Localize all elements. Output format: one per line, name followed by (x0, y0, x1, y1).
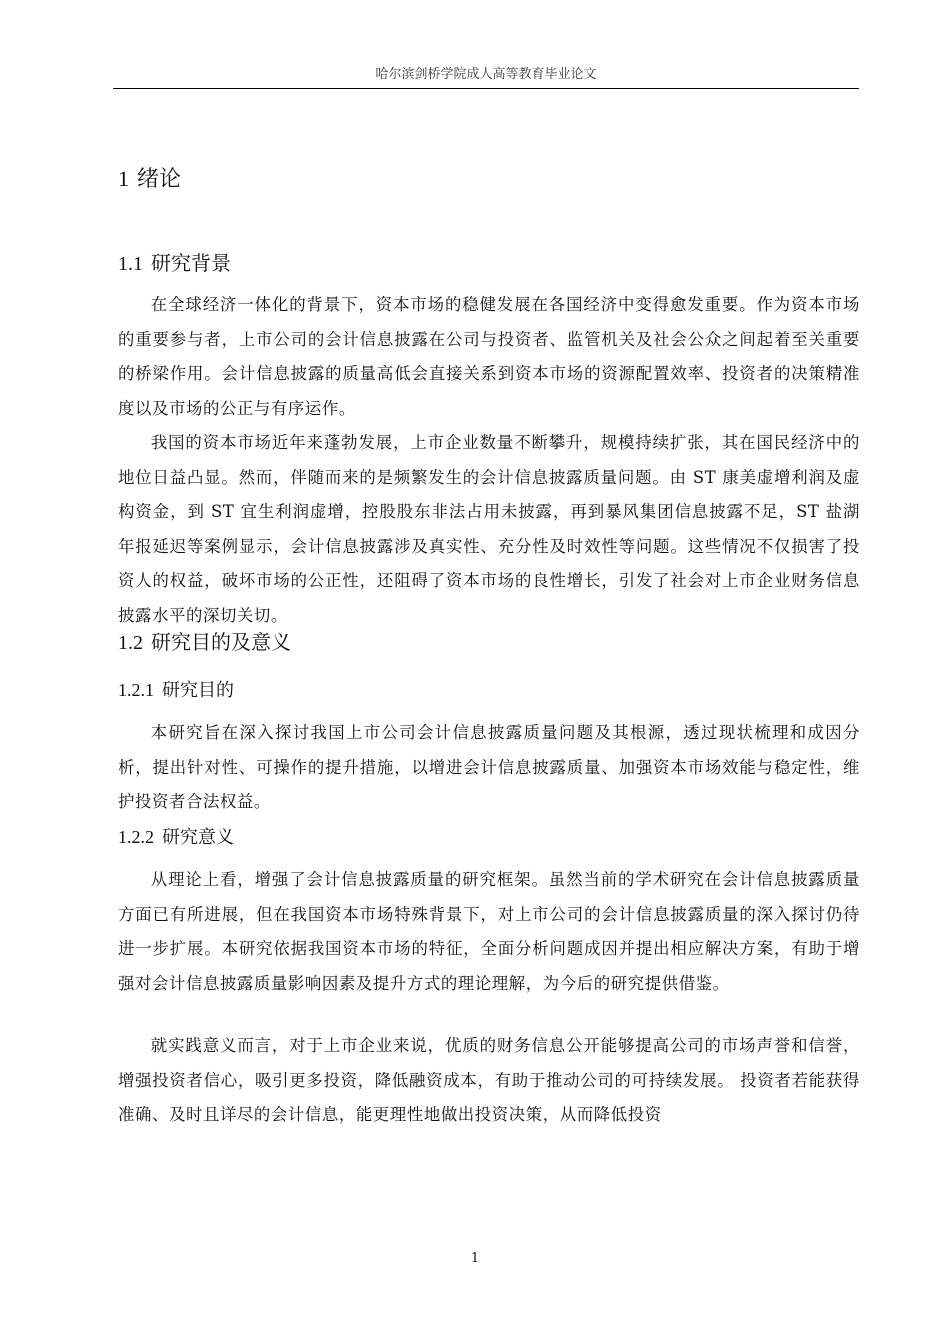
header-title: 哈尔滨剑桥学院成人高等教育毕业论文 (375, 67, 597, 82)
paragraph-significance-2: 就实践意义而言，对于上市企业来说，优质的财务信息公开能够提高公司的市场声誉和信誉，增强投资者信心，吸引更多投资，降低融资成本，有助于推动公司的可持续发展。 投资者若能获得准确、及时且详尽的会计信息，能更理性地做出投资决策，从而降低投资 (118, 1036, 860, 1124)
paragraph-background-2: 我国的资本市场近年来蓬勃发展，上市企业数量不断攀升，规模持续扩张，其在国民经济中的地位日益凸显。然而，伴随而来的是频繁发生的会计信息披露质量问题。由 ST 康美虚增利润及虚构资金，到 ST 宜生利润虚增，控股股东非法占用未披露，再到暴风集团信息披露不足，ST 盐湖年报延迟等案例显示，会计信息披露涉及真实性、充分性及时效性等问题。这些情况不仅损害了投资人的权益，破坏市场的公正性，还阻碍了资本市场的良性增长，引发了社会对上市企业财务信息披露水平的深切关切。 (118, 433, 860, 625)
chapter-heading (118, 163, 181, 196)
section-number: 1.1 (118, 253, 143, 275)
paragraph-background-1: 在全球经济一体化的背景下，资本市场的稳健发展在各国经济中变得愈发重要。作为资本市场的重要参与者，上市公司的会计信息披露在公司与投资者、监管机关及社会公众之间起着至关重要的桥梁作用。会计信息披露的质量高低会直接关系到资本市场的资源配置效率、投资者的决策精准度以及市场的公正与有序运作。 (118, 295, 860, 418)
section-title: 研究背景 (151, 251, 231, 275)
subsection-title: 研究意义 (162, 827, 234, 848)
page-number: 1 (470, 1251, 480, 1266)
subsection-heading-significance (118, 823, 234, 852)
subsection-number: 1.2.1 (118, 680, 154, 700)
section-heading-purpose-significance (118, 627, 291, 658)
chapter-number: 1 (118, 166, 129, 191)
subsection-title: 研究目的 (162, 680, 234, 701)
page-header (113, 64, 859, 89)
section-heading-research-background (118, 248, 231, 279)
subsection-heading-purpose (118, 676, 234, 705)
chapter-title: 绪论 (137, 167, 182, 192)
section-title: 研究目的及意义 (151, 630, 291, 654)
section-number: 1.2 (118, 632, 143, 654)
subsection-number: 1.2.2 (118, 827, 154, 847)
paragraph-purpose: 本研究旨在深入探讨我国上市公司会计信息披露质量问题及其根源，透过现状梳理和成因分析，提出针对性、可操作的提升措施，以增进会计信息披露质量、加强资本市场效能与稳定性，维护投资者合法权益。 (118, 723, 860, 811)
paragraph-significance-1: 从理论上看，增强了会计信息披露质量的研究框架。虽然当前的学术研究在会计信息披露质量方面已有所进展，但在我国资本市场特殊背景下，对上市公司的会计信息披露质量的深入探讨仍待进一步扩展。本研究依据我国资本市场的特征，全面分析问题成因并提出相应解决方案，有助于增强对会计信息披露质量影响因素及提升方式的理论理解，为今后的研究提供借鉴。 (118, 870, 860, 993)
